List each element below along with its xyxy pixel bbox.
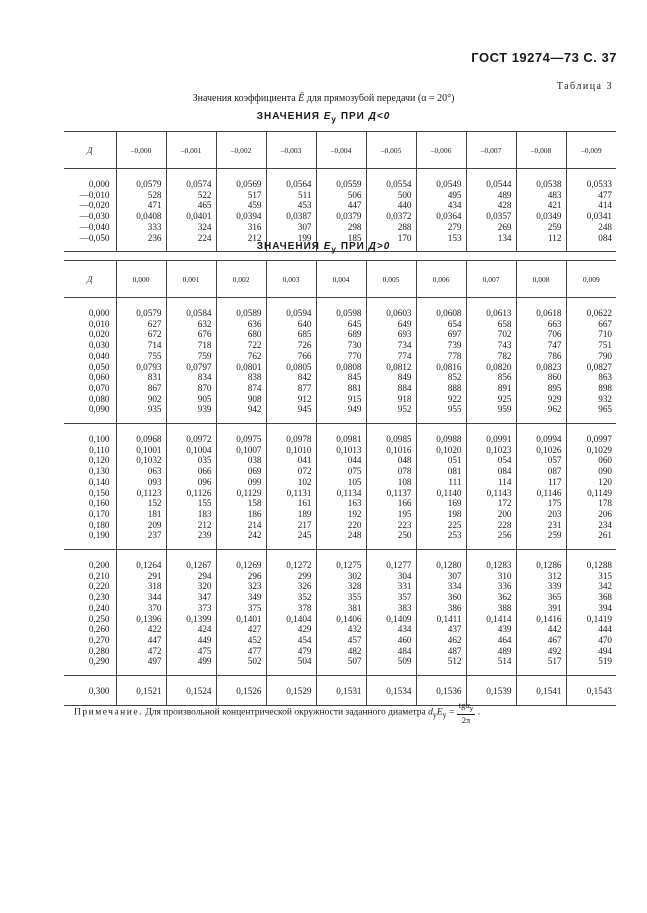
header-cell: 0,007 [466, 261, 516, 298]
note-tail: . [475, 707, 481, 718]
value-cell: 0,0554 500 440 0,0372 288 170 [366, 169, 416, 252]
header-cell: 0,002 [216, 261, 266, 298]
header-cell: 0,009 [566, 261, 616, 298]
value-cell: 0,0564 511 453 0,0387 307 199 [266, 169, 316, 252]
value-cell: 0,1283 310 336 362 388 0,1414 439 464 489 514 [466, 550, 516, 676]
table-number: Таблица 3 [556, 81, 613, 92]
value-cell: 0,1277 304 331 357 383 0,1409 434 460 484 509 [366, 550, 416, 676]
value-cell: 0,0618 663 706 747 786 0,0823 860 895 929 962 [516, 298, 566, 424]
section-condition: Д>0 [368, 241, 391, 252]
value-cell: 0,1521 [116, 676, 166, 706]
formula-d: d [428, 707, 433, 718]
value-cell: 0,1543 [566, 676, 616, 706]
header-cell: –0,001 [166, 132, 216, 169]
formula-fraction [457, 700, 476, 725]
header-cell: –0,002 [216, 132, 266, 169]
formula-equals: = [446, 707, 457, 718]
value-cell: 0,1539 [466, 676, 516, 706]
value-cell: 0,0589 636 680 722 762 0,0801 838 874 908 942 [216, 298, 266, 424]
value-cell: 0,0598 645 689 730 770 0,0808 845 881 915 949 [316, 298, 366, 424]
row-key-cell: 0,000 0,010 0,020 0,030 0,040 0,050 0,060 0,070 0,080 0,090 [64, 298, 116, 424]
header-cell: –0,008 [516, 132, 566, 169]
row-key-cell: 0,300 [64, 676, 116, 706]
value-cell: 0,1524 [166, 676, 216, 706]
row-key-cell: 0,200 0,210 0,220 0,230 0,240 0,250 0,260 0,270 0,280 0,290 [64, 550, 116, 676]
section-subscript: y [331, 114, 338, 124]
table-row-group [64, 424, 616, 550]
value-cell: 0,0608 654 697 739 778 0,0816 852 888 922 955 [416, 298, 466, 424]
section-label-post: ПРИ [337, 241, 369, 252]
row-key-cell: 0,000 —0,010 —0,020 —0,030 —0,040 —0,050 [64, 169, 116, 252]
row-key-cell: 0,100 0,110 0,120 0,130 0,140 0,150 0,160 0,170 0,180 0,190 [64, 424, 116, 550]
header-cell: Д [64, 132, 116, 169]
value-cell: 0,0584 632 676 718 759 0,0797 834 870 905 939 [166, 298, 216, 424]
header-cell: Д [64, 261, 116, 298]
value-cell: 0,0978 0,1010 041 072 102 0,1131 161 189 217 245 [266, 424, 316, 550]
formula-e: E [436, 707, 443, 718]
table-row-group [64, 298, 616, 424]
value-cell: 0,0613 658 702 743 782 0,0820 856 891 925 959 [466, 298, 516, 424]
value-cell: 0,1536 [416, 676, 466, 706]
header-cell: –0,000 [116, 132, 166, 169]
value-cell: 0,0549 495 434 0,0364 279 153 [416, 169, 466, 252]
value-cell: 0,1526 [216, 676, 266, 706]
value-cell: 0,0559 506 447 0,0379 298 185 [316, 169, 366, 252]
numerator-text: tgα [458, 700, 470, 710]
table-positive [64, 260, 616, 706]
header-cell: –0,007 [466, 132, 516, 169]
table-header-row [64, 132, 616, 169]
table-row-group [64, 169, 616, 252]
table-header-row [64, 261, 616, 298]
value-cell: 0,0981 0,1013 044 075 105 0,1134 163 192 220 248 [316, 424, 366, 550]
value-cell: 0,0574 522 465 0,0401 324 224 [166, 169, 216, 252]
value-cell: 0,0538 483 421 0,0349 259 112 [516, 169, 566, 252]
title-tail: для прямозубой передачи (α = 20°) [304, 93, 455, 104]
value-cell: 0,0579 528 471 0,0408 333 236 [116, 169, 166, 252]
header-cell: –0,004 [316, 132, 366, 169]
value-cell: 0,0991 0,1023 054 084 114 0,1143 172 200 228 256 [466, 424, 516, 550]
section-heading-negative [0, 111, 647, 124]
formula-sub2: y [442, 710, 447, 720]
numerator-sub: y [469, 704, 474, 713]
section-label-post: ПРИ [337, 111, 369, 122]
section-subscript: y [331, 244, 338, 254]
header-cell: –0,009 [566, 132, 616, 169]
value-cell: 0,1531 [316, 676, 366, 706]
note-label: Примечание. [74, 707, 143, 718]
header-cell: –0,003 [266, 132, 316, 169]
value-cell: 0,0622 667 710 751 790 0,0827 863 898 932 965 [566, 298, 616, 424]
value-cell: 0,1541 [516, 676, 566, 706]
value-cell: 0,1267 294 320 347 373 0,1399 424 449 475 499 [166, 550, 216, 676]
table-title [0, 93, 647, 104]
section-label: ЗНАЧЕНИЯ [256, 241, 324, 252]
header-cell: 0,000 [116, 261, 166, 298]
value-cell: 0,0975 0,1007 038 069 099 0,1129 158 186 214 242 [216, 424, 266, 550]
value-cell: 0,1264 291 318 344 370 0,1396 422 447 472 497 [116, 550, 166, 676]
value-cell: 0,1288 315 342 368 394 0,1419 444 470 494 519 [566, 550, 616, 676]
value-cell: 0,0603 649 693 734 774 0,0812 849 884 918 952 [366, 298, 416, 424]
value-cell: 0,0594 640 685 726 766 0,0805 842 877 912 945 [266, 298, 316, 424]
value-cell: 0,0988 0,1020 051 081 111 0,1140 169 198 225 253 [416, 424, 466, 550]
header-cell: 0,003 [266, 261, 316, 298]
section-heading-positive [0, 241, 647, 254]
table-negative [64, 131, 616, 252]
value-cell: 0,0968 0,1001 0,1032 063 093 0,1123 152 181 209 237 [116, 424, 166, 550]
section-symbol: E [323, 241, 332, 252]
header-cell: 0,008 [516, 261, 566, 298]
value-cell: 0,0569 517 459 0,0394 316 212 [216, 169, 266, 252]
value-cell: 0,0997 0,1029 060 090 120 0,1149 178 206 234 261 [566, 424, 616, 550]
value-cell: 0,0994 0,1026 057 087 117 0,1146 175 203 231 259 [516, 424, 566, 550]
value-cell: 0,1272 299 326 352 378 0,1404 429 454 479 504 [266, 550, 316, 676]
value-cell: 0,0579 627 672 714 755 0,0793 831 867 902 935 [116, 298, 166, 424]
value-cell: 0,1269 296 323 349 375 0,1401 427 452 477 502 [216, 550, 266, 676]
section-symbol: E [323, 111, 332, 122]
section-condition: Д<0 [368, 111, 391, 122]
value-cell: 0,1529 [266, 676, 316, 706]
table-note [74, 700, 480, 725]
value-cell: 0,1534 [366, 676, 416, 706]
header-cell: 0,004 [316, 261, 366, 298]
value-cell: 0,0985 0,1016 048 078 108 0,1137 166 195 223 250 [366, 424, 416, 550]
formula-sub: y [432, 710, 437, 720]
value-cell: 0,0533 477 414 0,0341 248 084 [566, 169, 616, 252]
header-cell: –0,006 [416, 132, 466, 169]
fraction-numerator [457, 700, 476, 715]
header-cell: 0,005 [366, 261, 416, 298]
fraction-denominator: 2π [461, 714, 471, 725]
page-header: ГОСТ 19274—73 С. 37 [471, 50, 617, 65]
title-symbol: Ē [298, 93, 305, 104]
header-cell: 0,006 [416, 261, 466, 298]
header-cell: 0,001 [166, 261, 216, 298]
table-row-group [64, 550, 616, 676]
section-label: ЗНАЧЕНИЯ [256, 111, 324, 122]
header-cell: –0,005 [366, 132, 416, 169]
value-cell: 0,0972 0,1004 035 066 096 0,1126 155 183 212 239 [166, 424, 216, 550]
value-cell: 0,1280 307 334 360 386 0,1411 437 462 487 512 [416, 550, 466, 676]
value-cell: 0,0544 489 428 0,0357 269 134 [466, 169, 516, 252]
note-text: Для произвольной концентрической окружности заданного диаметра [142, 707, 429, 718]
value-cell: 0,1286 312 339 365 391 0,1416 442 467 492 517 [516, 550, 566, 676]
value-cell: 0,1275 302 328 355 381 0,1406 432 457 482 507 [316, 550, 366, 676]
title-text: Значения коэффициента [192, 93, 299, 104]
